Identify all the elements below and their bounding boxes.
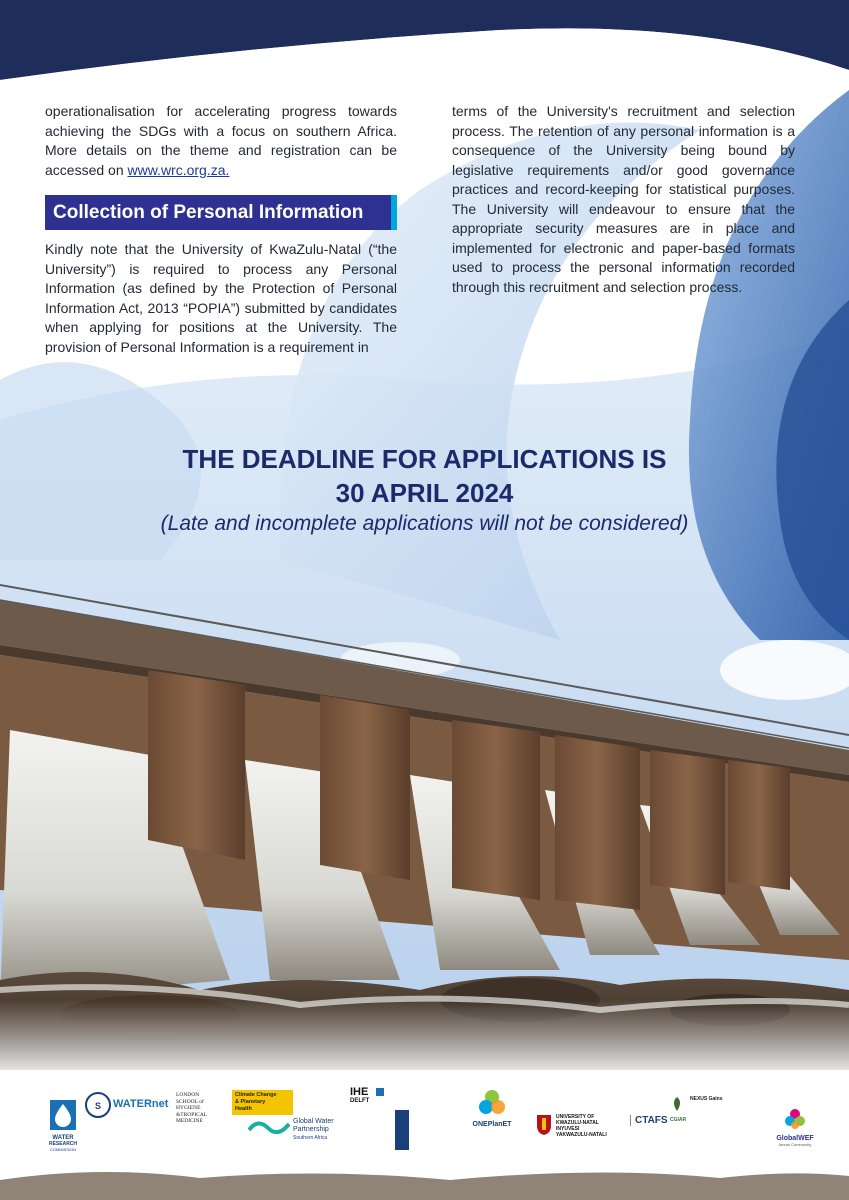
cgiar-leaf-icon	[670, 1096, 684, 1112]
nexus-gains-text: NEXUS Gains	[690, 1096, 723, 1102]
lshtm-line1: LONDON	[176, 1092, 200, 1098]
wrc-line3: COMMISSION	[49, 1147, 77, 1152]
ihe-line2: DELFT	[350, 1098, 370, 1104]
wrc-logo	[48, 1100, 78, 1152]
oneplanet-text: ONEPlanET	[472, 1121, 512, 1128]
gwp-line2: Partnership	[293, 1126, 329, 1133]
wrc-website-link[interactable]: www.wrc.org.za.	[127, 161, 230, 178]
ctafs-logo	[630, 1115, 668, 1126]
climate-line3: Health	[235, 1106, 252, 1112]
deadline-note: (Late and incomplete applications will not be considered)	[160, 512, 689, 535]
deadline-date: 30 APRIL 2024	[335, 478, 514, 508]
bottom-rocks-strip	[0, 1160, 849, 1200]
deadline-heading: THE DEADLINE FOR APPLICATIONS IS	[182, 444, 667, 474]
ukzn-logo	[536, 1114, 626, 1141]
water-drop-icon	[50, 1100, 76, 1130]
lshtm-logo	[176, 1092, 231, 1125]
gwp-line3: Southern Africa	[293, 1135, 328, 1141]
ukzn-line4: YAKWAZULU-NATALI	[556, 1132, 607, 1138]
ukzn-crest-icon	[536, 1114, 552, 1136]
lshtm-line4: &TROPICAL	[176, 1111, 208, 1118]
deadline-block	[0, 442, 849, 536]
waternet-text: WATERnet	[113, 1098, 169, 1110]
sadc-emblem-icon	[85, 1092, 111, 1118]
lshtm-line3: HYGIENE	[176, 1105, 201, 1111]
popia-paragraph: Kindly note that the University of KwaZulu-Natal (“the University”) is required to process any Personal Information (as defined by the Protection of Personal Information Act, 2013 “POPIA”) submitted by candidates when applying for positions at the University. The provision of Personal Information is a requirement in	[45, 241, 397, 355]
wave-icon	[248, 1118, 290, 1138]
ihe-delft-logo	[350, 1086, 405, 1104]
climate-line1: Climate Change	[235, 1092, 277, 1098]
dam-spillway-photo	[0, 560, 849, 1080]
ukzn-line3: INYUVESI	[556, 1126, 580, 1132]
globalwef-logo	[765, 1108, 825, 1147]
ihe-line1: IHE	[350, 1086, 369, 1098]
cgiar-text: CGIAR	[670, 1117, 687, 1123]
cgiar-logo	[670, 1096, 770, 1123]
globalwef-flower-icon	[784, 1108, 806, 1130]
lshtm-line2: SCHOOL of	[176, 1098, 204, 1105]
ihe-square-icon	[376, 1088, 384, 1096]
ukzn-line2: KWAZULU-NATAL	[556, 1120, 599, 1126]
globalwef-text: GlobalWEF	[776, 1135, 814, 1142]
climate-change-logo	[232, 1090, 293, 1115]
svg-text:S: S	[94, 1101, 102, 1111]
globe-circles-icon	[477, 1088, 507, 1116]
gwp-logo	[248, 1118, 348, 1143]
gwp-line1: Global Water	[293, 1118, 334, 1125]
ctafs-text: CTAFS	[635, 1115, 668, 1126]
wrc-line1: WATER	[52, 1135, 74, 1141]
wrc-line2: RESEARCH	[48, 1141, 78, 1147]
intro-text: operationalisation for accelerating progress towards achieving the SDGs with a focus on southern Africa. More details on the theme and registration can be accessed on	[45, 103, 397, 178]
waternet-logo	[85, 1092, 170, 1123]
oneplanet-logo	[462, 1088, 522, 1128]
ministry-logo	[395, 1110, 409, 1150]
section-heading-personal-information: Collection of Personal Information	[45, 195, 397, 230]
climate-line2: & Planetary	[235, 1099, 266, 1105]
intro-paragraph	[45, 102, 397, 180]
ukzn-line1: UNIVERSITY OF	[556, 1114, 595, 1120]
retention-paragraph: terms of the University's recruitment and selection process. The retention of any personal information is a consequence of the University being bound by legislative requirements and/or good governance practices and record-keeping for statistical purposes. The University will endeavour to ensure that the appropriate security measures are in place and implemented for electronic and paper-based formats used to process the personal information recorded through this recruitment and selection process.	[452, 103, 795, 295]
left-text-column	[45, 102, 397, 357]
globalwef-subtext: Nexus Community	[778, 1142, 812, 1147]
right-text-column	[452, 102, 795, 297]
lshtm-line5: MEDICINE	[176, 1118, 203, 1124]
